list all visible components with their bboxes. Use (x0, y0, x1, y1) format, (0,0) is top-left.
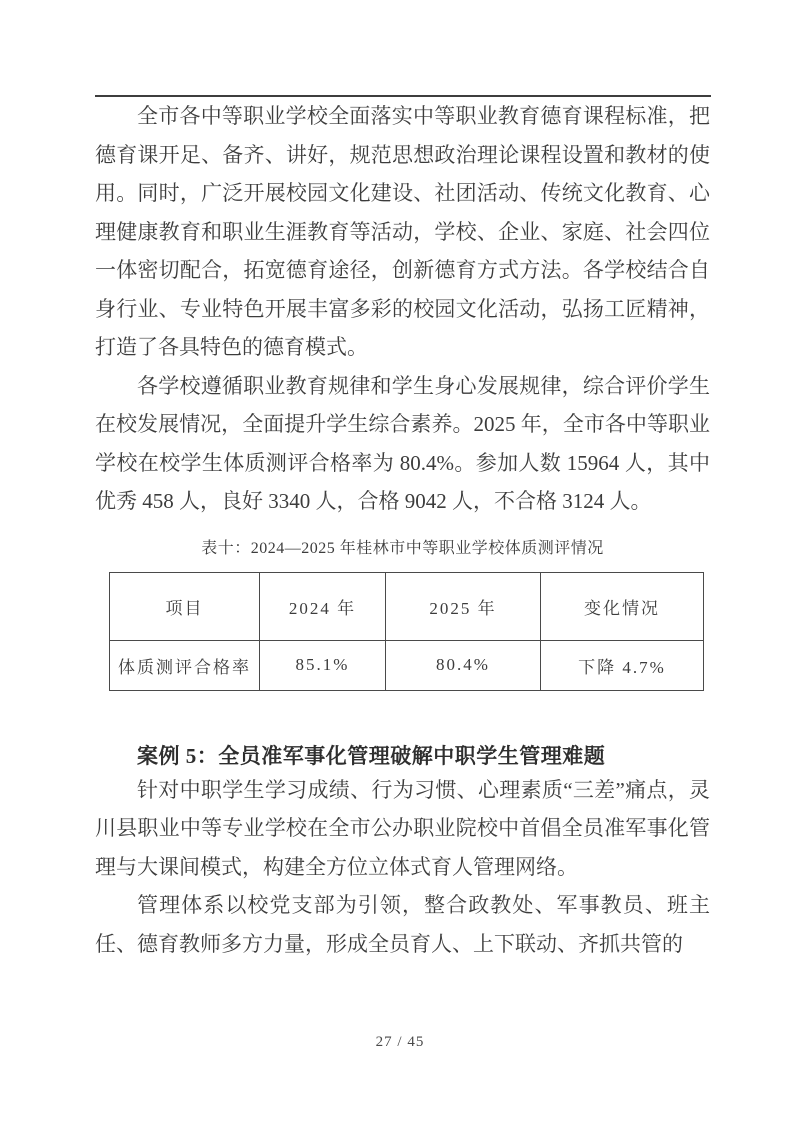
table-header-row (110, 572, 704, 640)
paragraph-case5-system: 管理体系以校党支部为引领，整合政教处、军事教员、班主任、德育教师多方力量，形成全员育人、上下联动、齐抓共管的 (95, 893, 710, 956)
paragraph-fitness-assessment: 各学校遵循职业教育规律和学生身心发展规律，综合评价学生在校发展情况，全面提升学生综合素养。2025 年，全市各中等职业学校在校学生体质测评合格率为 80.4%。参加人数 15964 人，其中优秀 458 人，良好 3340 人，合格 9042 人，不合格 3124 人。 (95, 373, 710, 513)
paragraph-case5-intro: 针对中职学生学习成绩、行为习惯、心理素质“三差”痛点，灵川县职业中等专业学校在全市公办职业院校中首倡全员准军事化管理与大课间模式，构建全方位立体式育人管理网络。 (95, 777, 710, 879)
page-content (95, 97, 710, 963)
fitness-assessment-table (109, 572, 704, 691)
column-header-change: 变化情况 (541, 572, 704, 640)
cell-2024-value: 85.1% (260, 640, 386, 690)
table-row (110, 640, 704, 690)
column-header-2024: 2024 年 (260, 572, 386, 640)
page-number: 27 / 45 (375, 1034, 425, 1050)
column-header-item: 项目 (110, 572, 260, 640)
cell-2025-value: 80.4% (386, 640, 541, 690)
case-5-heading: 案例 5：全员准军事化管理破解中职学生管理难题 (137, 743, 606, 768)
page-footer (0, 1031, 800, 1053)
paragraph-moral-education: 全市各中等职业学校全面落实中等职业教育德育课程标准，把德育课开足、备齐、讲好，规范思想政治理论课程设置和教材的使用。同时，广泛开展校园文化建设、社团活动、传统文化教育、心理健康教育和职业生涯教育等活动，学校、企业、家庭、社会四位一体密切配合，拓宽德育途径，创新德育方式方法。各学校结合自身行业、专业特色开展丰富多彩的校园文化活动，弘扬工匠精神，打造了各具特色的德育模式。 (95, 104, 710, 359)
column-header-2025: 2025 年 (386, 572, 541, 640)
table-caption: 表十：2024—2025 年桂林市中等职业学校体质测评情况 (201, 539, 604, 557)
cell-item-name: 体质测评合格率 (110, 640, 260, 690)
cell-change-value: 下降 4.7% (541, 640, 704, 690)
